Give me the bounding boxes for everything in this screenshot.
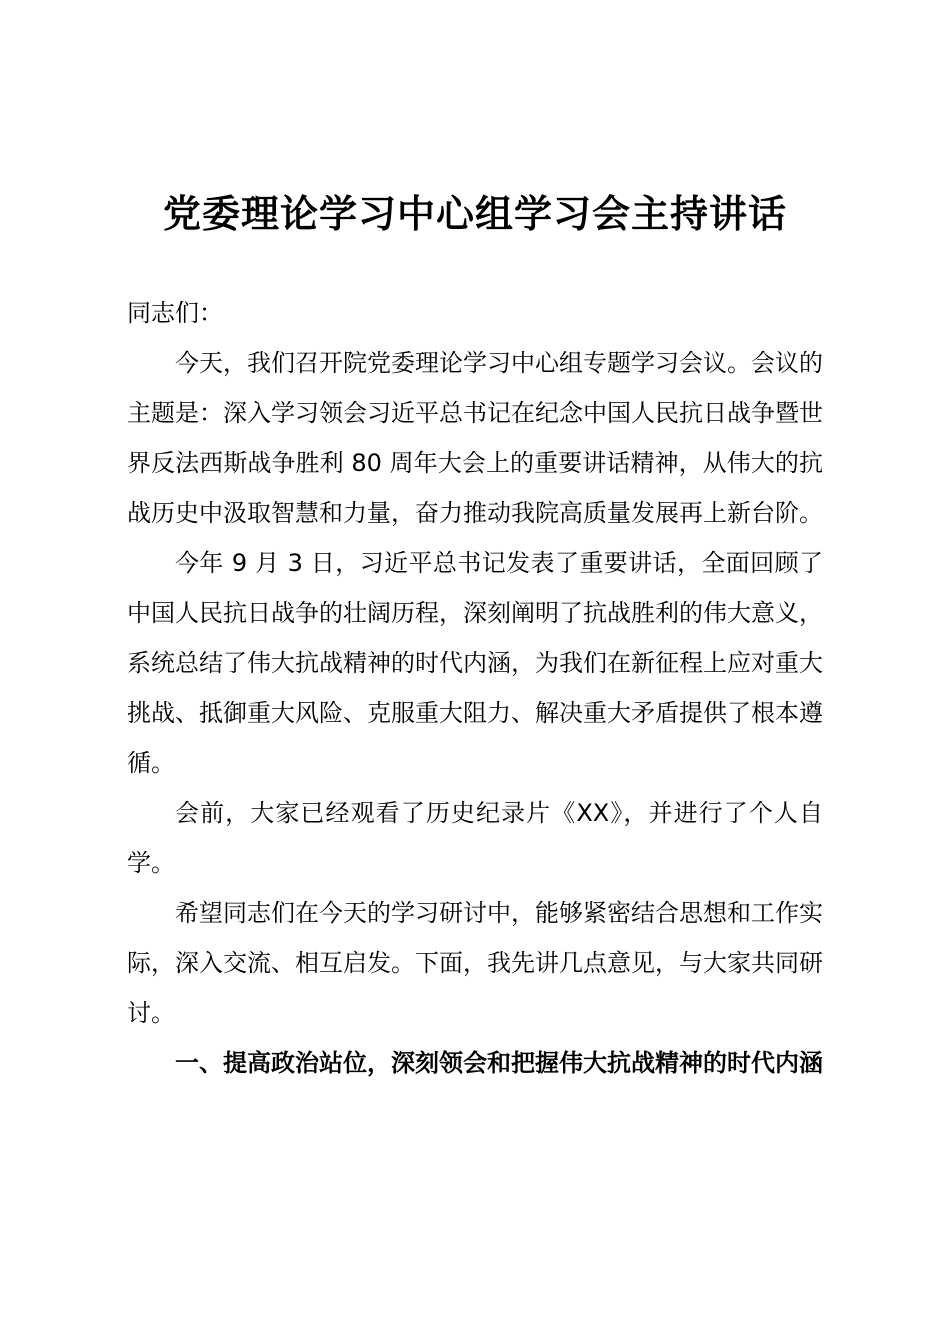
paragraph-2: 今年 9 月 3 日，习近平总书记发表了重要讲话，全面回顾了中国人民抗日战争的壮阔历程，深刻阐明了抗战胜利的伟大意义，系统总结了伟大抗战精神的时代内涵，为我们在新征程上应对重大挑战、抵御重大风险、克服重大阻力、解决重大矛盾提供了根本遵循。 (127, 549, 823, 777)
paragraph-1: 今天，我们召开院党委理论学习中心组专题学习会议。会议的主题是：深入学习领会习近平总书记在纪念中国人民抗日战争暨世界反法西斯战争胜利 80 周年大会上的重要讲话精神，从伟大的抗战历史中汲取智慧和力量，奋力推动我院高质量发展再上新台阶。 (127, 349, 823, 527)
salutation: 同志们： (127, 299, 223, 327)
section-heading: 一、提高政治站位，深刻领会和把握伟大抗战精神的时代内涵 (175, 1049, 823, 1077)
paragraph-4: 希望同志们在今天的学习研讨中，能够紧密结合思想和工作实际，深入交流、相互启发。下面，我先讲几点意见，与大家共同研讨。 (127, 899, 823, 1027)
document-title: 党委理论学习中心组学习会主持讲话 (162, 192, 787, 236)
document-body (127, 288, 823, 1088)
paragraph-3: 会前，大家已经观看了历史纪录片《XX》，并进行了个人自学。 (127, 799, 823, 877)
